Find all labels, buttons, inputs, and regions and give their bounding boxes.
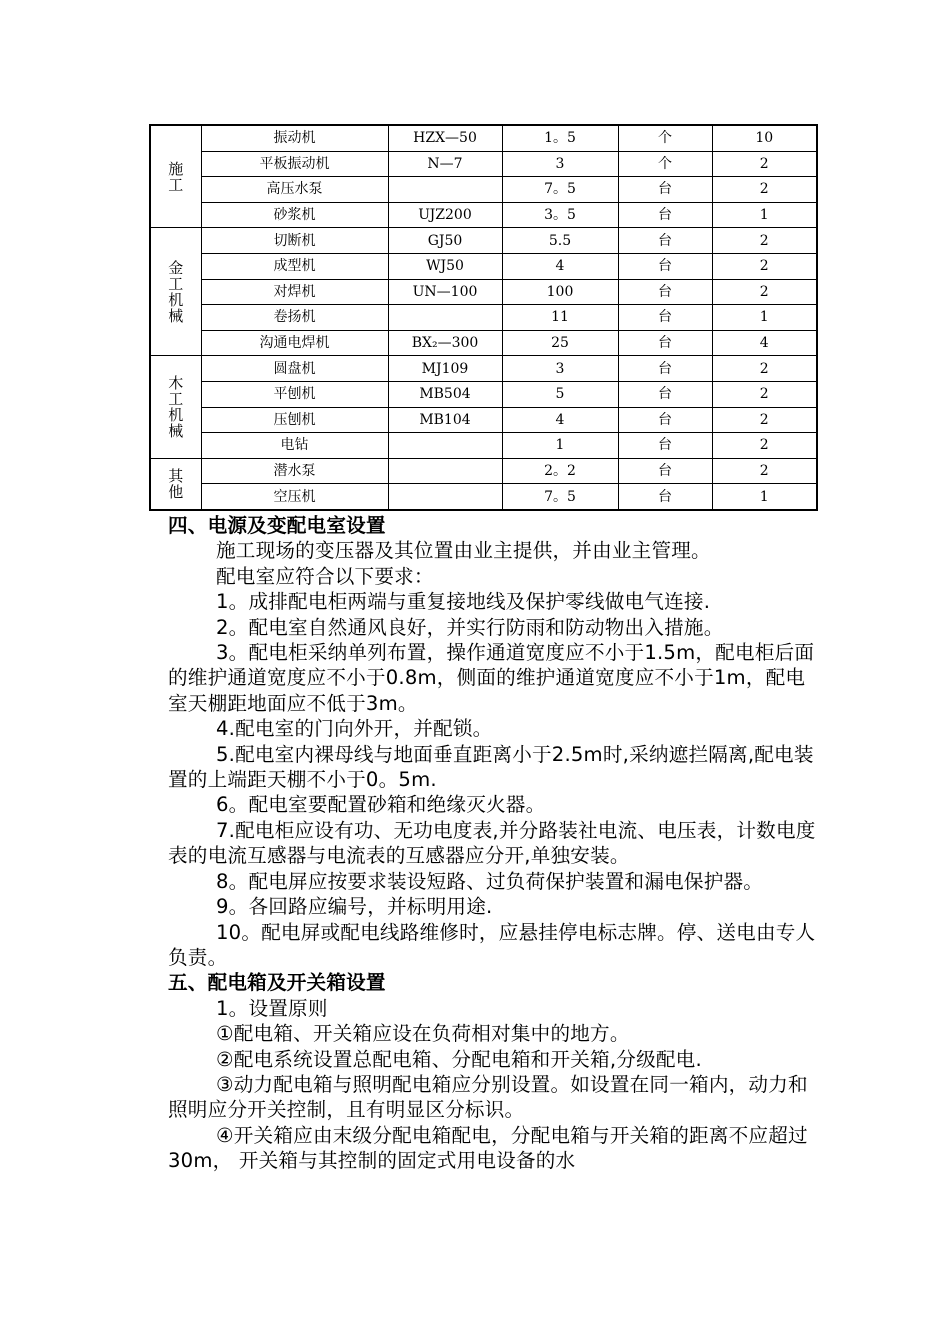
group-label-char: 工 xyxy=(168,175,184,194)
cell-name: 圆盘机 xyxy=(201,356,388,382)
cell-model: GJ50 xyxy=(388,228,502,254)
cell-qty: 2 xyxy=(712,151,817,177)
cell-name: 振动机 xyxy=(201,125,388,151)
cell-power: 1 xyxy=(502,433,618,459)
cell-unit: 台 xyxy=(618,381,712,407)
paragraph: 9。各回路应编号，并标明用途. xyxy=(216,895,493,919)
group-label-char: 机 xyxy=(168,406,184,425)
cell-name: 潜水泵 xyxy=(201,458,388,484)
group-label-char: 械 xyxy=(168,306,184,325)
paragraph: 8。配电屏应按要求装设短路、过负荷保护装置和漏电保护器。 xyxy=(216,869,764,893)
paragraph: 6。配电室要配置砂箱和绝缘灭火器。 xyxy=(216,793,546,817)
cell-unit: 台 xyxy=(618,228,712,254)
cell-power: 5 xyxy=(502,381,618,407)
cell-name: 高压水泵 xyxy=(201,177,388,203)
cell-unit: 台 xyxy=(618,433,712,459)
cell-name: 压刨机 xyxy=(201,407,388,433)
cell-power: 3。5 xyxy=(502,202,618,228)
cell-qty: 2 xyxy=(712,253,817,279)
group-label xyxy=(150,125,201,228)
paragraph: 2。配电室自然通风良好，并实行防雨和防动物出入措施。 xyxy=(216,615,724,639)
paragraph: 4.配电室的门向外开，并配锁。 xyxy=(216,717,493,741)
cell-power: 7。5 xyxy=(502,484,618,510)
cell-unit: 台 xyxy=(618,279,712,305)
table-row xyxy=(150,253,817,279)
cell-power: 4 xyxy=(502,253,618,279)
group-label xyxy=(150,458,201,510)
cell-qty: 1 xyxy=(712,484,817,510)
cell-name: 电钻 xyxy=(201,433,388,459)
paragraph: ③动力配电箱与照明配电箱应分别设置。如设置在同一箱内，动力和照明应分开关控制，且有明显区分标识。 xyxy=(168,1072,808,1122)
table-row xyxy=(150,356,817,382)
table-row xyxy=(150,433,817,459)
cell-unit: 个 xyxy=(618,151,712,177)
cell-name: 卷扬机 xyxy=(201,305,388,331)
table-row xyxy=(150,330,817,356)
cell-unit: 台 xyxy=(618,458,712,484)
cell-name: 平刨机 xyxy=(201,381,388,407)
cell-model xyxy=(388,458,502,484)
table-row xyxy=(150,177,817,203)
paragraph: 7.配电柜应设有功、无功电度表,并分路装社电流、电压表，计数电度表的电流互感器与电流表的互感器应分开,单独安装。 xyxy=(168,818,816,868)
paragraph: 5.配电室内裸母线与地面垂直距离小于2.5m时,采纳遮拦隔离,配电装置的上端距天棚不小于0。5m. xyxy=(168,742,814,792)
cell-qty: 2 xyxy=(712,407,817,433)
cell-model: UN—100 xyxy=(388,279,502,305)
group-label xyxy=(150,356,201,458)
cell-power: 2。2 xyxy=(502,458,618,484)
cell-power: 4 xyxy=(502,407,618,433)
cell-unit: 台 xyxy=(618,484,712,510)
cell-unit: 台 xyxy=(618,177,712,203)
group-label-char: 木 xyxy=(168,374,184,393)
cell-power: 7。5 xyxy=(502,177,618,203)
table-row xyxy=(150,381,817,407)
paragraph: 1。成排配电柜两端与重复接地线及保护零线做电气连接. xyxy=(216,590,711,614)
group-label-char: 械 xyxy=(168,422,184,441)
table-row xyxy=(150,151,817,177)
cell-power: 25 xyxy=(502,330,618,356)
table-row xyxy=(150,484,817,510)
cell-qty: 2 xyxy=(712,356,817,382)
cell-qty: 2 xyxy=(712,279,817,305)
table-row xyxy=(150,125,817,151)
paragraph: ②配电系统设置总配电箱、分配电箱和开关箱,分级配电. xyxy=(216,1047,702,1071)
paragraph: ④开关箱应由末级分配电箱配电，分配电箱与开关箱的距离不应超过30m， 开关箱与其控制的固定式用电设备的水 xyxy=(168,1123,808,1173)
cell-model xyxy=(388,177,502,203)
cell-model: MJ109 xyxy=(388,356,502,382)
cell-model xyxy=(388,305,502,331)
cell-model: UJZ200 xyxy=(388,202,502,228)
cell-model: MB104 xyxy=(388,407,502,433)
cell-model xyxy=(388,484,502,510)
cell-model: MB504 xyxy=(388,381,502,407)
cell-model xyxy=(388,433,502,459)
section5-heading: 五、配电箱及开关箱设置 xyxy=(168,971,386,995)
group-label-char: 他 xyxy=(168,482,184,501)
group-label-char: 其 xyxy=(168,466,184,485)
cell-unit: 个 xyxy=(618,125,712,151)
cell-name: 切断机 xyxy=(201,228,388,254)
cell-model: N—7 xyxy=(388,151,502,177)
cell-qty: 2 xyxy=(712,381,817,407)
section4-heading: 四、电源及变配电室设置 xyxy=(168,514,386,537)
paragraph: 10。配电屏或配电线路维修时，应悬挂停电标志牌。停、送电由专人负责。 xyxy=(168,920,816,969)
cell-model: HZX—50 xyxy=(388,125,502,151)
cell-qty: 10 xyxy=(712,125,817,151)
cell-unit: 台 xyxy=(618,330,712,356)
cell-name: 空压机 xyxy=(201,484,388,510)
paragraph: 配电室应符合以下要求： xyxy=(216,564,434,588)
table-row xyxy=(150,305,817,331)
table-row xyxy=(150,202,817,228)
group-label-char: 工 xyxy=(168,390,184,409)
table-row xyxy=(150,228,817,254)
paragraph: 1。设置原则 xyxy=(216,996,328,1020)
cell-unit: 台 xyxy=(618,407,712,433)
equipment-table xyxy=(149,124,818,511)
table-row xyxy=(150,407,817,433)
cell-power: 1。5 xyxy=(502,125,618,151)
cell-power: 3 xyxy=(502,151,618,177)
cell-power: 5.5 xyxy=(502,228,618,254)
cell-unit: 台 xyxy=(618,305,712,331)
group-label xyxy=(150,228,201,356)
group-label-char: 机 xyxy=(168,290,184,309)
cell-name: 平板振动机 xyxy=(201,151,388,177)
cell-power: 11 xyxy=(502,305,618,331)
paragraph: 施工现场的变压器及其位置由业主提供，并由业主管理。 xyxy=(216,539,711,563)
paragraph: 3。配电柜采纳单列布置，操作通道宽度应不小于1.5m，配电柜后面的维护通道宽度应不小于0.8m，侧面的维护通道宽度应不小于1m，配电室天棚距地面应不低于3m。 xyxy=(168,641,815,715)
cell-unit: 台 xyxy=(618,253,712,279)
cell-qty: 4 xyxy=(712,330,817,356)
document-body xyxy=(168,513,818,1174)
cell-qty: 1 xyxy=(712,305,817,331)
paragraph: ①配电箱、开关箱应设在负荷相对集中的地方。 xyxy=(216,1022,630,1046)
cell-name: 砂浆机 xyxy=(201,202,388,228)
cell-power: 100 xyxy=(502,279,618,305)
cell-model: WJ50 xyxy=(388,253,502,279)
group-label-char: 金 xyxy=(168,258,184,277)
cell-name: 对焊机 xyxy=(201,279,388,305)
cell-unit: 台 xyxy=(618,202,712,228)
cell-qty: 2 xyxy=(712,177,817,203)
cell-qty: 1 xyxy=(712,202,817,228)
cell-model: BX₂—300 xyxy=(388,330,502,356)
cell-unit: 台 xyxy=(618,356,712,382)
table-row xyxy=(150,279,817,305)
cell-qty: 2 xyxy=(712,433,817,459)
cell-name: 成型机 xyxy=(201,253,388,279)
cell-qty: 2 xyxy=(712,458,817,484)
table-row xyxy=(150,458,817,484)
group-label-char: 施 xyxy=(168,159,184,178)
group-label-char: 工 xyxy=(168,274,184,293)
cell-name: 沟通电焊机 xyxy=(201,330,388,356)
cell-power: 3 xyxy=(502,356,618,382)
cell-qty: 2 xyxy=(712,228,817,254)
